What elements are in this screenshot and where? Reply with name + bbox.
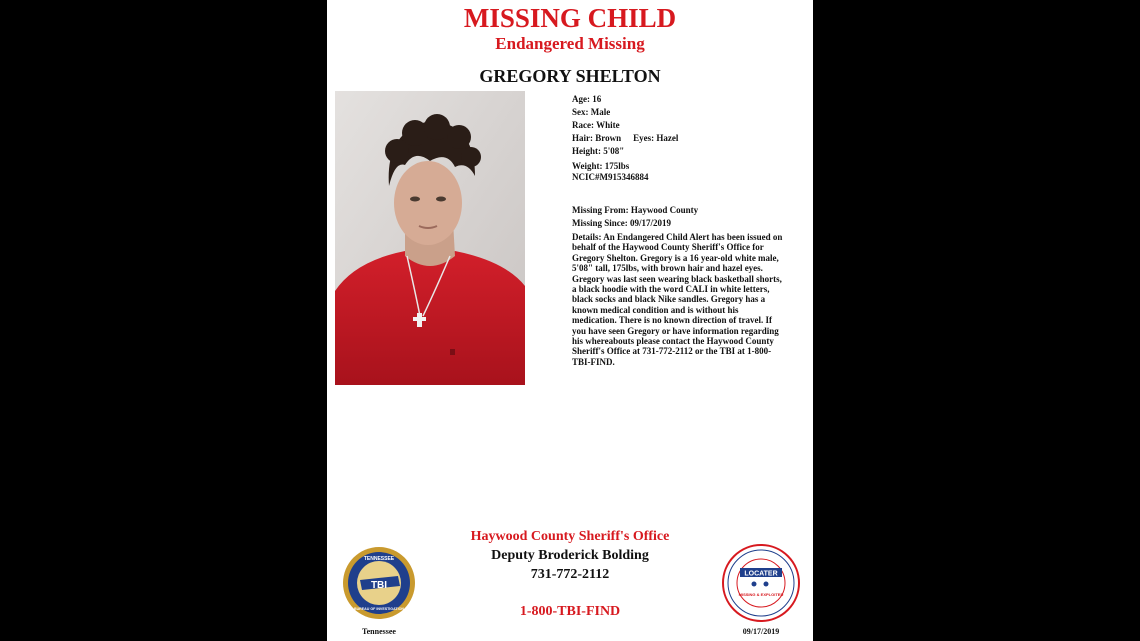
details-line: Details: An Endangered Child Alert has been issued on [572,232,783,242]
height-field: Height: 5'08" [572,146,625,156]
tbi-seal-icon [342,546,416,620]
sex-field: Sex: Male [572,107,611,117]
locater-seal-label: LOCATER [744,570,778,578]
details-line: 5'08" tall, 175lbs, with brown hair and hazel eyes. [572,263,763,274]
details-line: Sheriff's Office at 731-772-2112 or the TBI at 1-800- [572,346,772,357]
deputy-name: Deputy Broderick Bolding [491,548,649,563]
tbi-ring-top: TENNESSEE [363,556,395,562]
person-details [572,93,804,367]
tbi-seal-label: TBI [370,580,388,591]
weight-field: Weight: 175lbs [572,161,630,171]
details-line: TBI-FIND. [572,356,615,367]
eyes-field: Eyes: Hazel [633,133,679,143]
missing-person-name: GREGORY SHELTON [479,66,661,86]
details-line: medication. There is no known direction of travel. If [572,315,772,326]
missing-child-poster [327,0,813,641]
details-line: Gregory was last seen wearing black basketball shorts, [572,273,782,284]
details-line: you have seen Gregory or have information regarding [572,325,779,336]
tbi-ring-bottom: BUREAU OF INVESTIGATION [353,607,405,611]
details-line: behalf of the Haywood County Sheriff's Office for [572,242,764,253]
ncic-field: NCIC#M915346884 [572,171,649,182]
age-field: Age: 16 [572,94,602,104]
hair-eyes-row [572,132,804,145]
poster-title: MISSING CHILD [463,3,677,33]
poster-date: 09/17/2019 [742,627,780,636]
office-phone: 731-772-2112 [530,567,610,582]
portrait-illustration [335,91,525,385]
hair-field: Hair: Brown [572,133,622,143]
details-line: Gregory Shelton. Gregory is a 16 year-old white male, [572,252,779,263]
poster-subtitle: Endangered Missing [495,34,645,53]
state-label: Tennessee [362,627,396,636]
missing-since-field: Missing Since: 09/17/2019 [572,218,672,228]
tbi-hotline: 1-800-TBI-FIND [519,604,621,619]
sheriff-office-name: Haywood County Sheriff's Office [470,529,670,544]
details-line: his whereabouts please contact the Haywood County [572,336,774,347]
details-line: known medical condition and is without his [572,304,739,315]
details-line: a black hoodie with the word CALI in white letters, [572,284,770,295]
missing-person-photo [335,91,525,385]
race-field: Race: White [572,120,620,130]
locater-seal-icon [722,544,800,622]
details-paragraph [572,232,804,367]
locater-seal-sub: MISSING & EXPLOITED [738,592,784,597]
missing-from-field: Missing From: Haywood County [572,205,699,215]
details-line: black socks and black Nike sandles. Gregory has a [572,294,766,305]
